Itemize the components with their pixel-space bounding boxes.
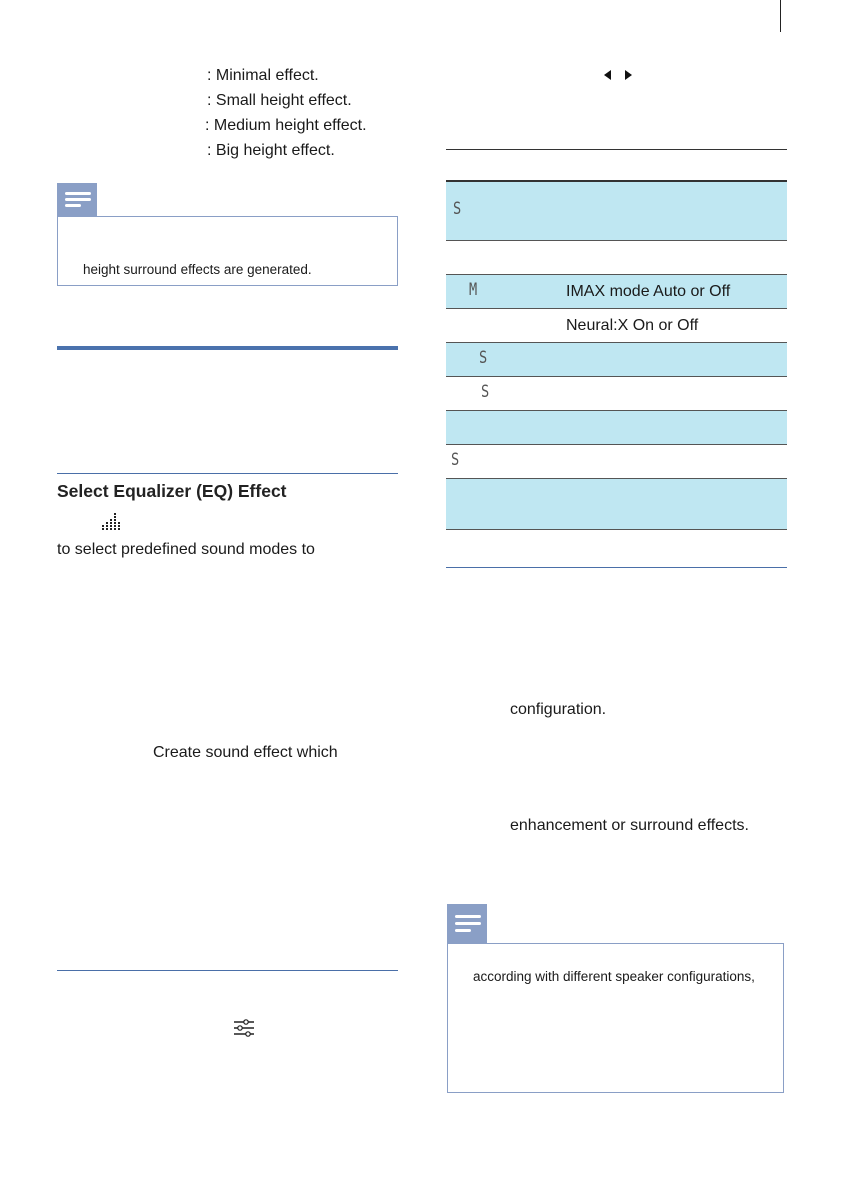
segment-glyph: M	[469, 280, 478, 300]
eq-description-line: to select predefined sound modes to	[57, 541, 315, 558]
note-box-top	[57, 216, 398, 286]
table-row	[446, 241, 787, 275]
segment-glyph: S	[453, 199, 462, 219]
eq-section-rule	[57, 473, 398, 474]
eq-create-sound-line: Create sound effect which	[153, 744, 338, 761]
height-effect-minimal: : Minimal effect.	[207, 67, 319, 84]
table-row	[446, 530, 787, 568]
arrow-right-icon	[625, 70, 632, 80]
note-top-text: height surround effects are generated.	[83, 262, 312, 277]
eq-section-heading: Select Equalizer (EQ) Effect	[57, 481, 287, 501]
table-row	[446, 182, 787, 241]
table-row	[446, 343, 787, 377]
table-row	[446, 445, 787, 479]
page-edge-line	[780, 0, 781, 32]
table-top-rule	[446, 149, 787, 150]
sliders-icon	[233, 1019, 255, 1037]
table-row	[446, 309, 787, 343]
table-row	[446, 411, 787, 445]
segment-glyph: S	[481, 382, 490, 402]
note-bottom-text: according with different speaker configurations,	[473, 969, 755, 984]
table-row	[446, 275, 787, 309]
table-cell-imax: IMAX mode Auto or Off	[566, 283, 731, 300]
table-cell-neuralx: Neural:X On or Off	[566, 317, 699, 334]
table-row	[446, 479, 787, 530]
equalizer-bars-icon	[101, 511, 123, 531]
height-effect-medium: : Medium height effect.	[205, 117, 367, 134]
section-divider-thick	[57, 346, 398, 350]
segment-glyph: S	[479, 348, 488, 368]
height-effect-big: : Big height effect.	[207, 142, 335, 159]
note-icon	[57, 183, 97, 216]
configuration-text: configuration.	[510, 701, 607, 718]
height-effect-small: : Small height effect.	[207, 92, 352, 109]
arrow-left-icon	[604, 70, 611, 80]
segment-glyph: S	[451, 450, 460, 470]
enhancement-text: enhancement or surround effects.	[510, 817, 749, 834]
bottom-section-rule	[57, 970, 398, 971]
note-icon	[447, 904, 487, 943]
table-row	[446, 377, 787, 411]
note-box-bottom	[447, 943, 784, 1093]
